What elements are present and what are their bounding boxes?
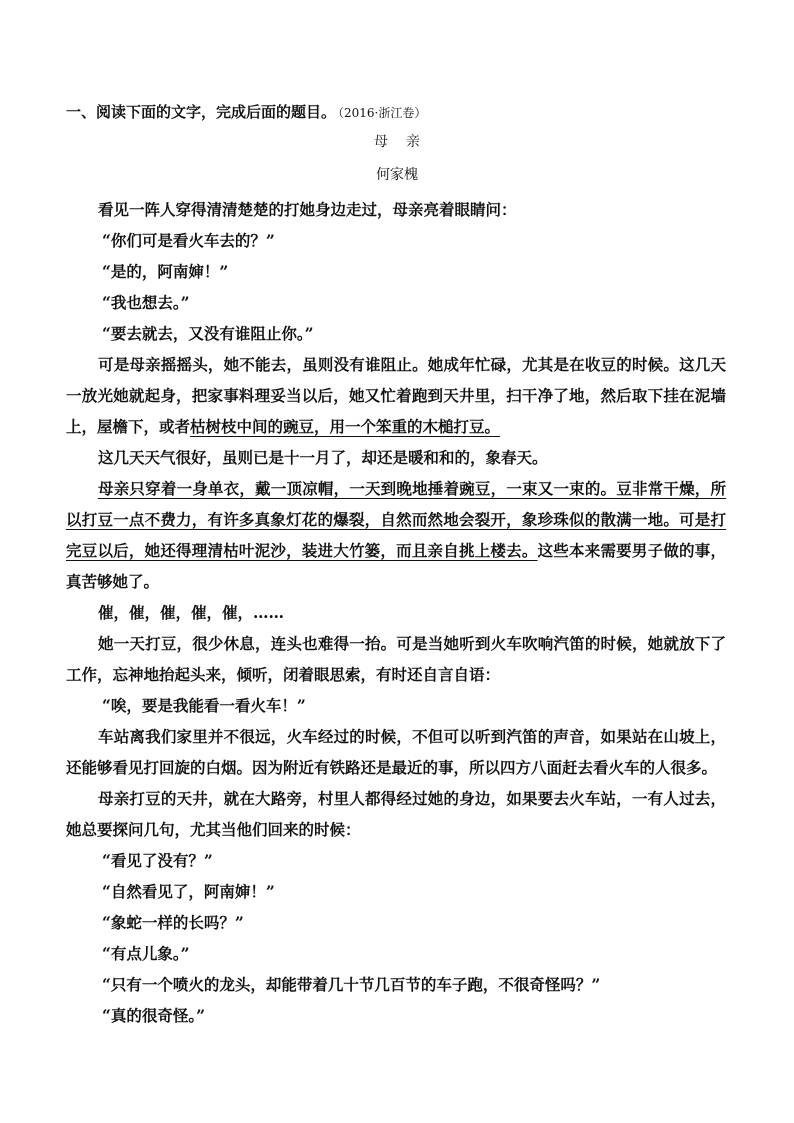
article-title: [0, 131, 794, 151]
dialogue-line: “真的很奇怪。”: [102, 1006, 206, 1025]
dialogue-line: “要去就去，又没有谁阻止你。”: [102, 324, 314, 343]
dialogue-line: “看见了没有？”: [102, 851, 213, 870]
dialogue-line: “我也想去。”: [102, 293, 190, 312]
question-heading: [66, 101, 426, 122]
article-title-char-2: 亲: [406, 134, 420, 150]
paragraph: [66, 349, 726, 442]
dialogue-line: “有点儿象。”: [102, 944, 190, 963]
article-author: 何家槐: [376, 167, 418, 183]
dialogue-line: “是的，阿南婶！”: [102, 262, 229, 281]
paragraph: 母亲打豆的天井，就在大路旁，村里人都得经过她的身边，如果要去火车站，一有人过去，她总要探问几句，尤其当他们回来的时候：: [66, 789, 726, 839]
dialogue-line: “自然看见了，阿南婶！”: [102, 882, 275, 901]
paragraph-text: 这些本来需要男子做的事，真苦够她了。: [66, 541, 726, 591]
dialogue-line: “只有一个喷火的龙头，却能带着几十节几百节的车子跑，不很奇怪吗？”: [102, 975, 601, 994]
paragraph-text: 可是母亲摇摇头，她不能去，虽则没有谁阻止。她成年忙碌，尤其是在收豆的时候。这几天一放光她就起身，把家事料理妥当以后，她又忙着跑到天井里，扫干净了地，然后取下挂在泥墙上，屋檐下，或者: [66, 355, 726, 436]
paragraph: 看见一阵人穿得清清楚楚的打她身边走过，母亲亮着眼睛问：: [98, 200, 517, 219]
question-source: （2016·浙江卷）: [338, 106, 427, 120]
paragraph: [66, 473, 726, 597]
dialogue-line: “唉，要是我能看一看火车！”: [102, 696, 306, 715]
question-instruction: 一、阅读下面的文字，完成后面的题目。: [66, 103, 337, 121]
paragraph: 催，催，催，催，催，……: [98, 603, 285, 622]
article-body: [66, 194, 726, 1031]
dialogue-line: “你们可是看火车去的？”: [102, 231, 275, 250]
paragraph: 车站离我们家里并不很远，火车经过的时候，不但可以听到汽笛的声音，如果站在山坡上，还能够看见打回旋的白烟。因为附近有铁路还是最近的事，所以四方八面赶去看火车的人很多。: [66, 727, 726, 777]
underlined-passage: 母亲只穿着一身单衣，戴一顶凉帽，一天到晚地捶着豌豆，一束又一束的。豆非常干燥，所以打豆一点不费力，有许多真象灯花的爆裂，自然而然地会裂开，象珍珠似的散满一地。可是打完豆以后，她还得理清枯叶泥沙，装进大竹篓，而且亲自挑上楼去。: [66, 479, 726, 560]
dialogue-line: “象蛇一样的长吗？”: [102, 913, 244, 932]
article-title-char-1: 母: [374, 134, 388, 150]
paragraph: 这几天天气很好，虽则已是十一月了，却还是暖和和的，象春天。: [98, 448, 548, 467]
paragraph: 她一天打豆，很少休息，连头也难得一抬。可是当她听到火车吹响汽笛的时候，她就放下了工作，忘神地抬起头来，倾听，闭着眼思索，有时还自言自语：: [66, 634, 726, 684]
underlined-sentence: 枯树枝中间的豌豆，用一个笨重的木槌打豆。: [190, 417, 501, 436]
